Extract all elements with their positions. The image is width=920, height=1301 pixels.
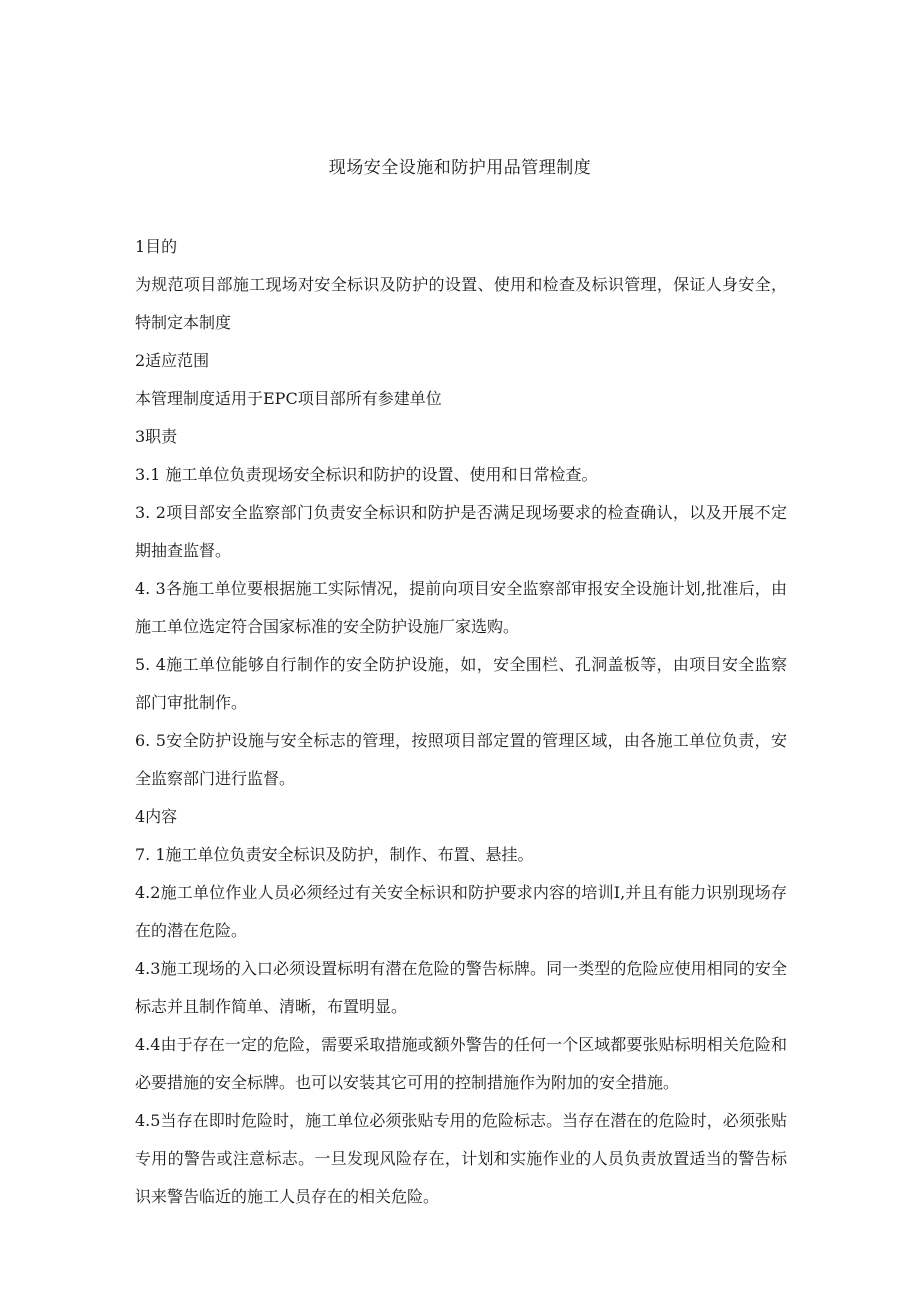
paragraph-content-4-3: 4.3施工现场的入口必须设置标明有潜在危险的警告标牌。同一类型的危险应使用相同的安全标志并且制作简单、清晰，布置明显。 [135,959,787,1016]
section-heading-scope: 2适应范围 [135,351,210,370]
paragraph-duty-3-2: 3. 2项目部安全监察部门负责安全标识和防护是否满足现场要求的检查确认，以及开展不定期抽查监督。 [135,503,787,560]
paragraph-content-4-2: 4.2施工单位作业人员必须经过有关安全标识和防护要求内容的培训I,并且有能力识别现场存在的潜在危险。 [135,883,787,940]
paragraph-content-4-5: 4.5当存在即时危险时，施工单位必须张贴专用的危险标志。当存在潜在的危险时，必须张贴专用的警告或注意标志。一旦发现风险存在，计划和实施作业的人员负责放置适当的警告标识来警告临近的施工人员存在的相关危险。 [135,1111,787,1206]
paragraph-purpose: 为规范项目部施工现场对安全标识及防护的设置、使用和检查及标识管理，保证人身安全，特制定本制度 [135,275,787,332]
paragraph-content-7-1: 7. 1施工单位负责安全标识及防护，制作、布置、悬挂。 [135,845,534,864]
section-heading-duties: 3职责 [135,427,178,446]
paragraph-content-4-4: 4.4由于存在一定的危险，需要采取措施或额外警告的任何一个区域都要张贴标明相关危险和必要措施的安全标牌。也可以安装其它可用的控制措施作为附加的安全措施。 [135,1035,787,1092]
document-title: 现场安全设施和防护用品管理制度 [328,158,592,178]
paragraph-duty-4-3: 4. 3各施工单位要根据施工实际情况，提前向项目安全监察部审报安全设施计划,批准后，由施工单位选定符合国家标准的安全防护设施厂家选购。 [135,579,787,636]
paragraph-scope: 本管理制度适用于EPC项目部所有参建单位 [135,389,442,408]
section-heading-purpose: 1目的 [135,237,178,256]
section-heading-content: 4内容 [135,807,178,826]
paragraph-duty-5-4: 5. 4施工单位能够自行制作的安全防护设施，如，安全围栏、孔洞盖板等，由项目安全监察部门审批制作。 [135,655,787,712]
document-body [135,228,787,1216]
paragraph-duty-3-1: 3.1 施工单位负责现场安全标识和防护的设置、使用和日常检查。 [135,465,598,484]
paragraph-duty-6-5: 6. 5安全防护设施与安全标志的管理，按照项目部定置的管理区域，由各施工单位负责，安全监察部门进行监督。 [135,731,787,788]
